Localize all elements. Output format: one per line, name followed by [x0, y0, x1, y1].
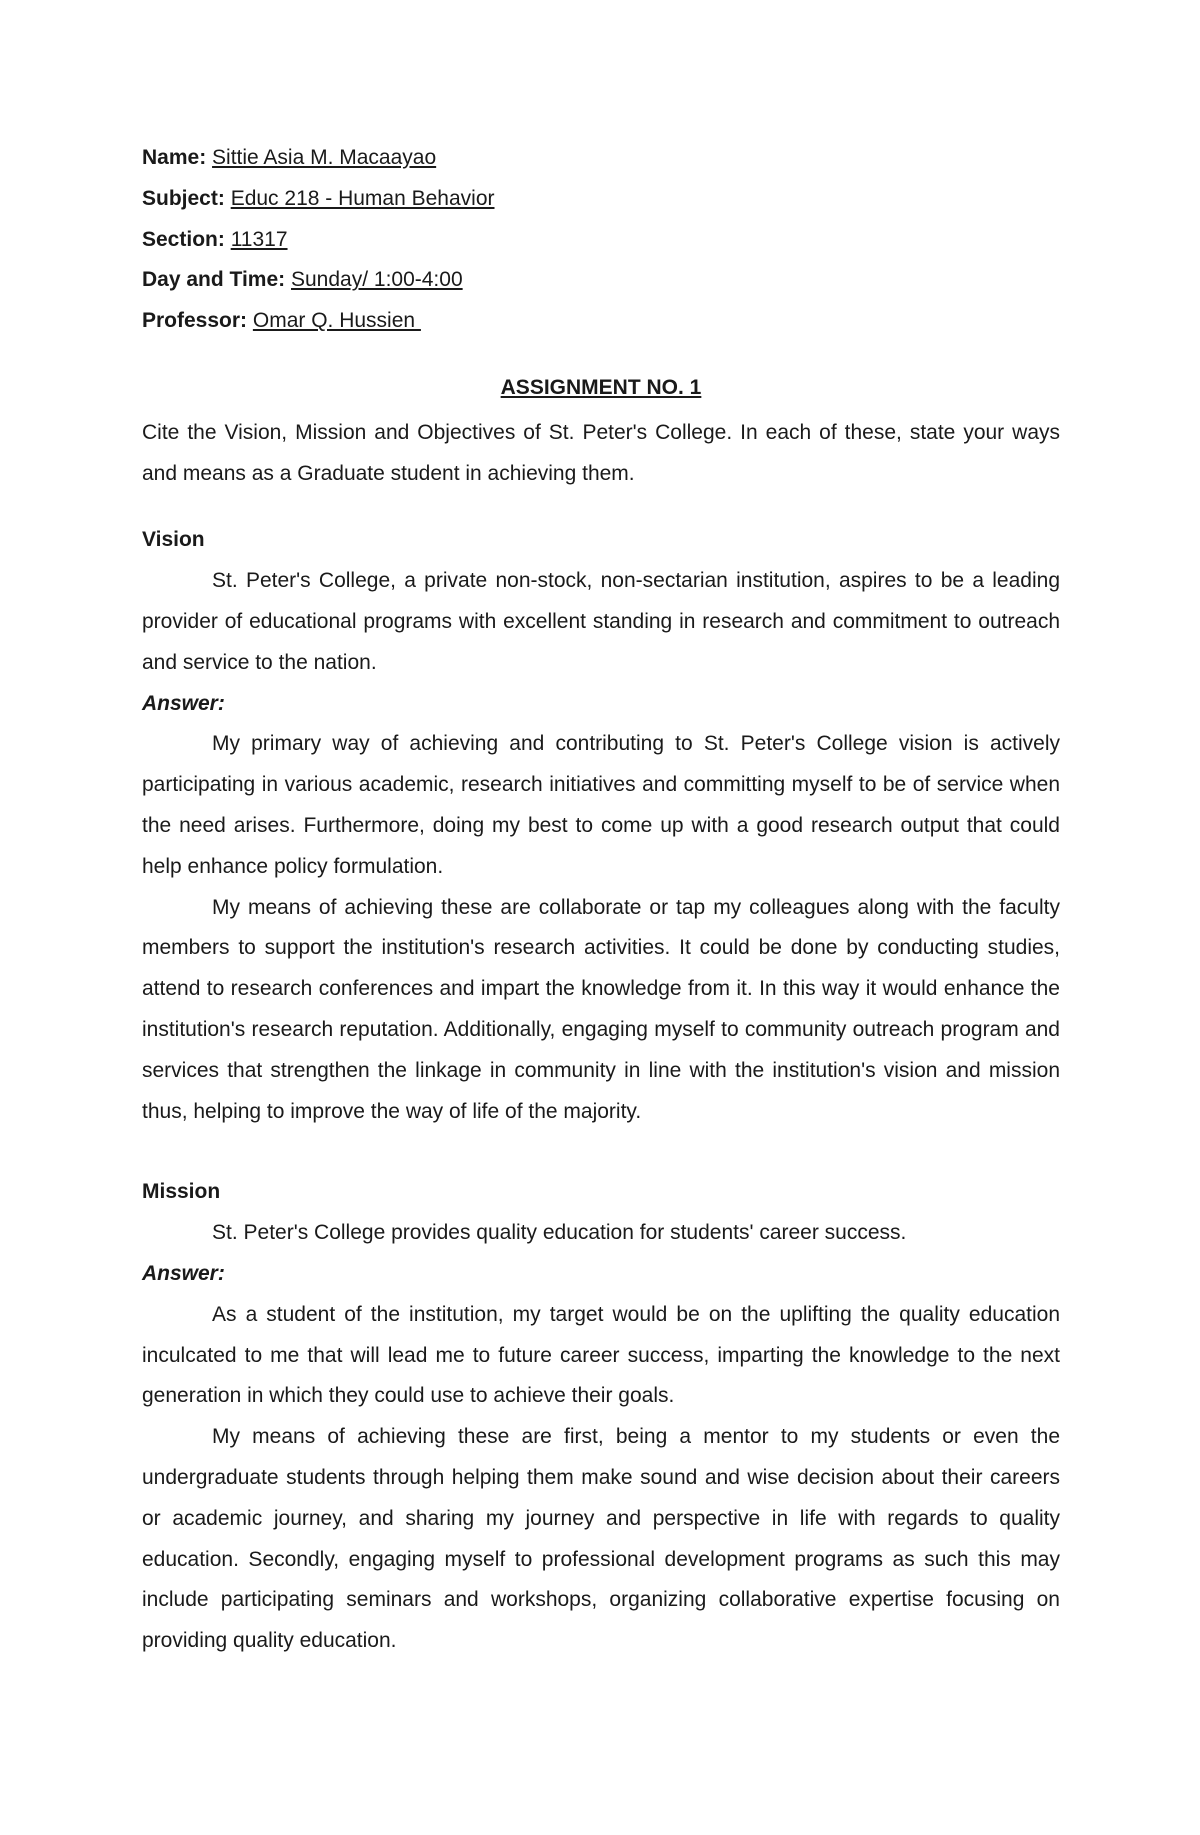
- subject-value: Educ 218 - Human Behavior: [230, 186, 495, 210]
- section-label: Section:: [142, 227, 225, 251]
- vision-heading: Vision: [142, 528, 205, 552]
- vision-answer-label: Answer:: [142, 691, 225, 715]
- name-field: [142, 138, 1060, 179]
- daytime-value: Sunday/ 1:00-4:00: [291, 268, 463, 292]
- subject-field: [142, 179, 1060, 220]
- mission-answer-paragraph-1: As a student of the institution, my target would be on the uplifting the quality education inculcated to me that will lead me to future career success, imparting the knowledge to the next generation in which they could use to achieve their goals.: [142, 1302, 1060, 1408]
- daytime-field: [142, 260, 1060, 301]
- assignment-title: ASSIGNMENT NO. 1: [500, 375, 702, 399]
- professor-field: [142, 301, 1060, 342]
- document-page: [142, 138, 1060, 1662]
- professor-label: Professor:: [142, 309, 248, 333]
- section-field: [142, 220, 1060, 261]
- assignment-prompt: Cite the Vision, Mission and Objectives of St. Peter's College. In each of these, state your ways and means as a Graduate student in achieving them.: [142, 420, 1060, 485]
- mission-heading: Mission: [142, 1180, 221, 1204]
- mission-answer-label: Answer:: [142, 1261, 225, 1285]
- vision-answer-paragraph-2: My means of achieving these are collaborate or tap my colleagues along with the faculty members to support the institution's research activities. It could be done by conducting studies, attend to research conferences and impart the knowledge from it. In this way it would enhance the institution's research reputation. Additionally, engaging myself to community outreach program and services that strengthen the linkage in community in line with the institution's vision and mission thus, helping to improve the way of life of the majority.: [142, 895, 1060, 1123]
- section-value: 11317: [230, 227, 288, 251]
- name-value: Sittie Asia M. Macaayao: [212, 146, 437, 169]
- mission-answer-paragraph-2: My means of achieving these are first, being a mentor to my students or even the undergraduate students through helping them make sound and wise decision about their careers or academic journey, and sharing my journey and perspective in life with regards to quality education. Secondly, engaging myself to professional development programs as such this may include participating seminars and workshops, organizing collaborative expertise focusing on providing quality education.: [142, 1425, 1060, 1653]
- daytime-label: Day and Time:: [142, 268, 286, 292]
- mission-statement: St. Peter's College provides quality education for students' career success.: [212, 1221, 907, 1245]
- professor-value: Omar Q. Hussien: [252, 309, 421, 333]
- vision-statement: St. Peter's College, a private non-stock, non-sectarian institution, aspires to be a leading provider of educational programs with excellent standing in research and commitment to outreach and service to the nation.: [142, 569, 1060, 674]
- subject-label: Subject:: [142, 186, 225, 210]
- vision-answer-paragraph-1: My primary way of achieving and contributing to St. Peter's College vision is actively participating in various academic, research initiatives and committing myself to be of service when the need arises. Furthermore, doing my best to come up with a good research output that could help enhance policy formulation.: [142, 732, 1060, 878]
- name-label: Name:: [142, 146, 207, 169]
